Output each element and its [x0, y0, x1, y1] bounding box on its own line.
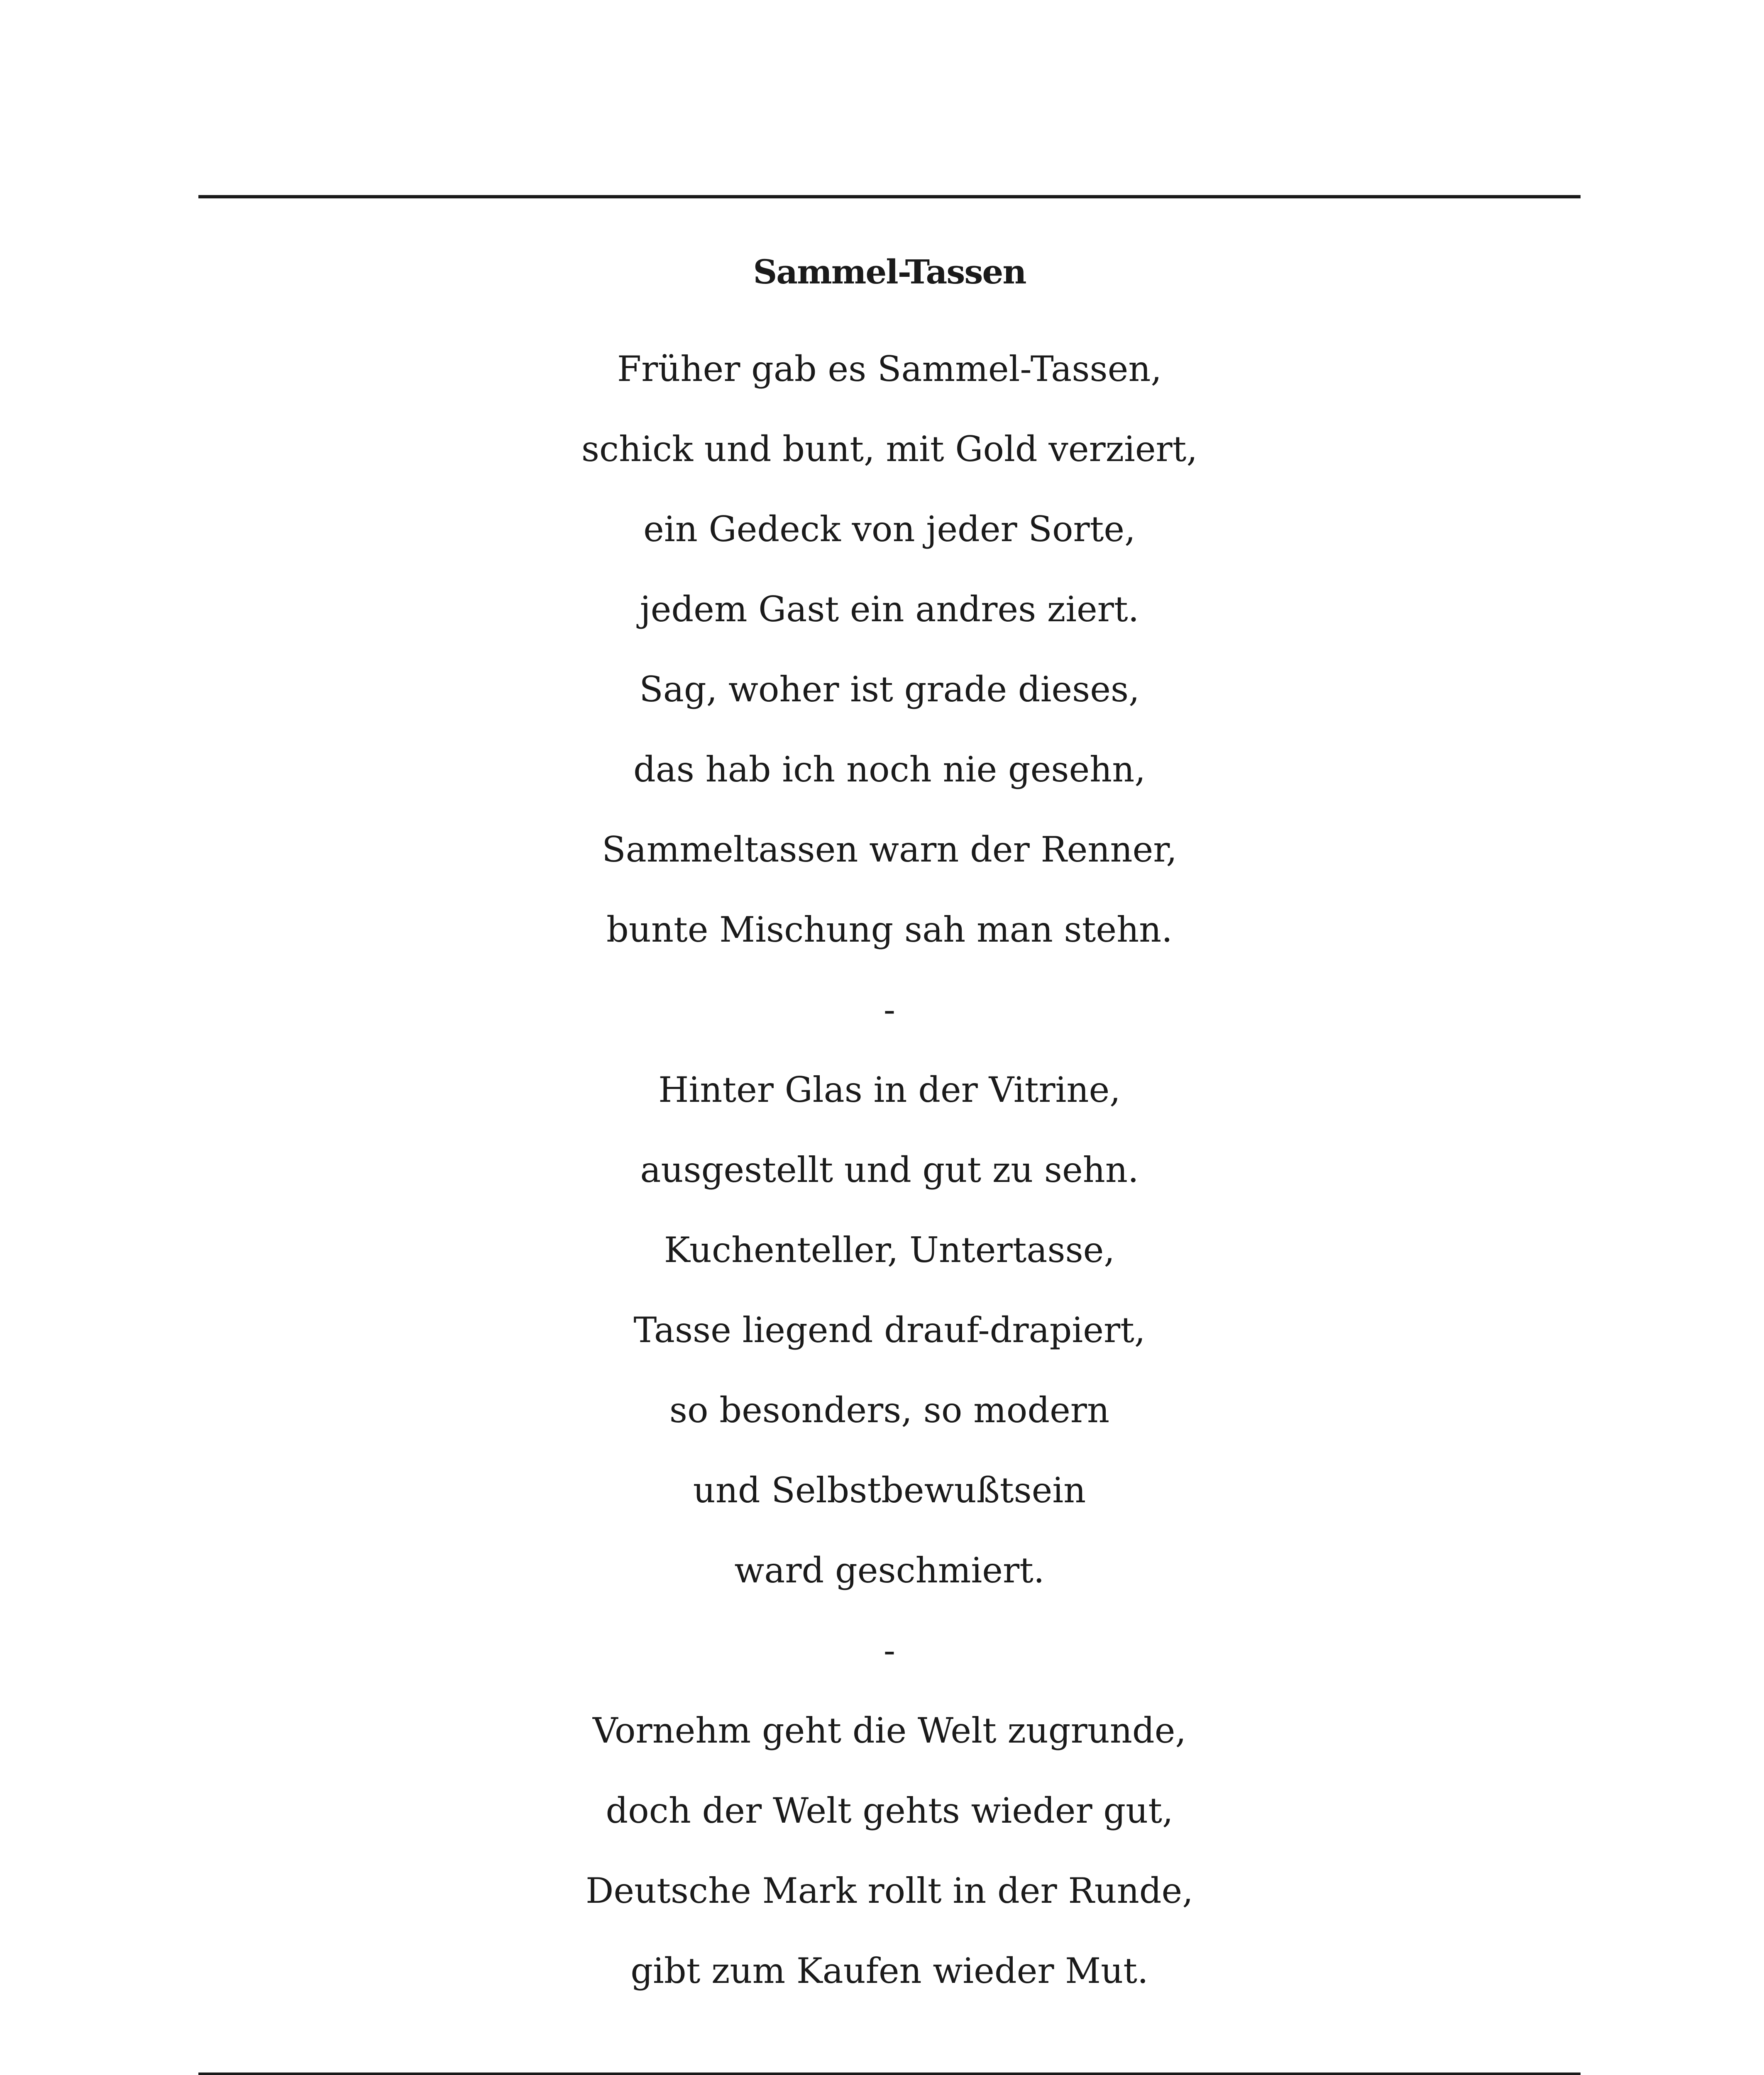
poem-title: Sammel-Tassen	[753, 252, 1026, 291]
verse-line: Hinter Glas in der Vitrine,	[658, 1069, 1121, 1110]
poem-lines	[198, 329, 1581, 2011]
verse-line: Kuchenteller, Untertasse,	[664, 1230, 1115, 1270]
verse-line: das hab ich noch nie gesehn,	[633, 749, 1146, 790]
verse-line: Sammeltassen warn der Renner,	[602, 829, 1177, 870]
verse-line: ausgestellt und gut zu sehn.	[640, 1150, 1139, 1190]
verse-line: Früher gab es Sammel-Tassen,	[617, 349, 1162, 389]
verse-line: so besonders, so modern	[669, 1390, 1110, 1431]
verse-line: bunte Mischung sah man stehn.	[606, 909, 1173, 950]
verse-line: und Selbstbewußtsein	[693, 1470, 1086, 1511]
footer-rule	[198, 2073, 1581, 2075]
stanza-separator: -	[883, 989, 896, 1030]
verse-line: Sag, woher ist grade dieses,	[639, 669, 1140, 710]
verse-line: gibt zum Kaufen wieder Mut.	[630, 1950, 1148, 1991]
verse-line: Vornehm geht die Welt zugrunde,	[592, 1710, 1187, 1751]
verse-line: Deutsche Mark rollt in der Runde,	[586, 1870, 1193, 1911]
verse-line: ward geschmiert.	[734, 1550, 1045, 1591]
verse-line: doch der Welt gehts wieder gut,	[606, 1790, 1173, 1831]
stanza-separator: -	[883, 1630, 896, 1671]
verse-line: jedem Gast ein andres ziert.	[640, 589, 1139, 630]
poem	[198, 249, 1581, 1991]
header-rule	[198, 195, 1581, 198]
verse-line: Tasse liegend drauf-drapiert,	[633, 1310, 1146, 1350]
verse-line: ein Gedeck von jeder Sorte,	[643, 509, 1136, 549]
verse-line: schick und bunt, mit Gold verziert,	[581, 429, 1198, 469]
